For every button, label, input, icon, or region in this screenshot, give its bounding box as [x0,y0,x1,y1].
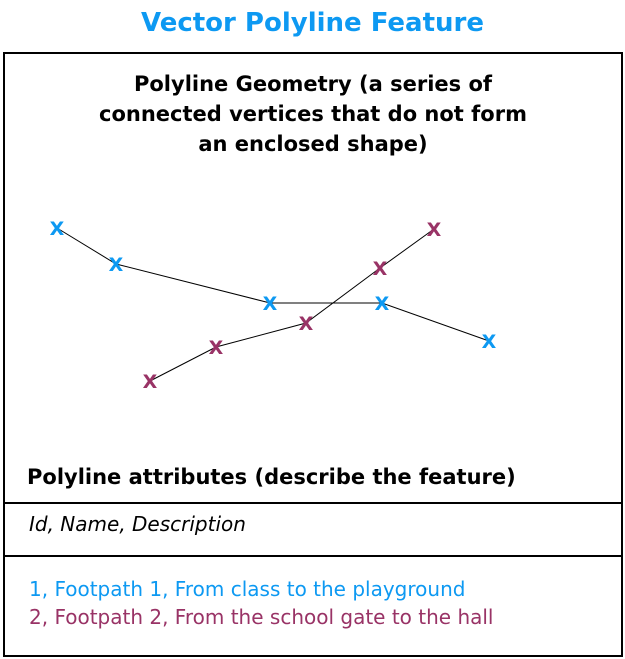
feature-panel [3,52,623,657]
footpath-2-vertex-marker: X [298,313,314,335]
footpath-1-vertex-marker: X [374,293,390,315]
footpath-2-line [150,229,434,381]
polyline-drawing [5,54,621,459]
geometry-heading-line-1: Polyline Geometry (a series of [133,72,493,96]
footpath-2-vertex-marker: X [426,219,442,241]
page-title: Vector Polyline Feature [141,8,484,38]
footpath-2-vertex-marker: X [142,371,158,393]
attributes-heading: Polyline attributes (describe the feature) [27,465,516,489]
attribute-row-footpath-1: 1, Footpath 1, From class to the playground [29,577,466,601]
footpath-2-vertex-marker: X [208,337,224,359]
footpath-2-vertex-marker: X [372,258,388,280]
attribute-fields-row: Id, Name, Description [29,512,246,536]
attribute-rows [29,575,613,631]
footpath-1-vertex-marker: X [108,254,124,276]
attribute-row-footpath-2: 2, Footpath 2, From the school gate to the hall [29,605,494,629]
footpath-1-vertex-marker: X [481,331,497,353]
divider-line [5,555,621,557]
geometry-heading-line-2: connected vertices that do not form [99,102,527,126]
footpath-1-vertex-marker: X [49,218,65,240]
footpath-1-line [57,228,489,341]
geometry-heading-line-3: an enclosed shape) [198,132,428,156]
divider-line [5,502,621,504]
footpath-1-vertex-marker: X [262,293,278,315]
